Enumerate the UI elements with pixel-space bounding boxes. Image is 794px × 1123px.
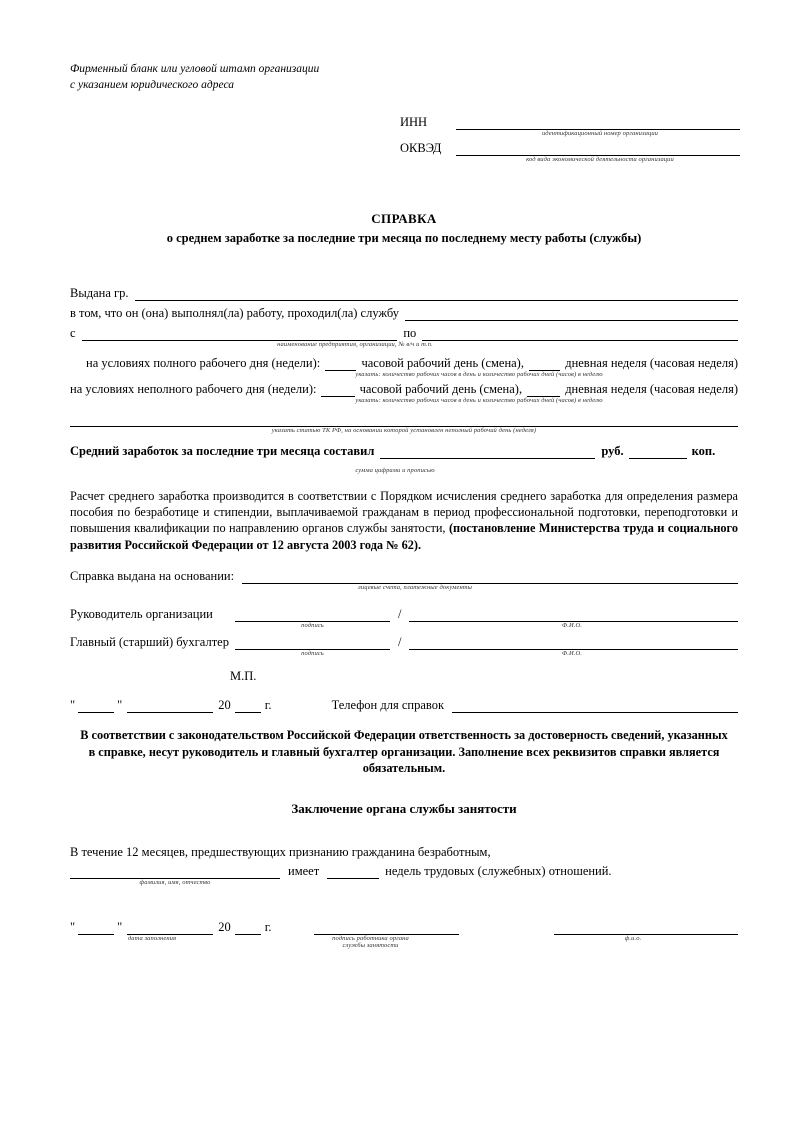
part-day-label: на условиях неполного рабочего дня (недели): — [70, 382, 317, 397]
inn-label: ИНН — [400, 115, 428, 130]
accountant-label: Главный (старший) бухгалтер — [70, 634, 229, 649]
head-label: Руководитель организации — [70, 606, 213, 621]
conclusion-worker-signature-input[interactable] — [314, 922, 459, 935]
basis-caption: лицевые счета, платежные документы — [357, 583, 473, 591]
okved-label: ОКВЭД — [400, 141, 442, 156]
head-signature-input[interactable] — [235, 609, 390, 622]
to-label: по — [403, 326, 417, 341]
okved-caption: код вида экономической деятельности организации — [526, 156, 674, 164]
phone-label: Телефон для справок — [331, 697, 445, 712]
accountant-signature-caption: подпись — [301, 649, 324, 657]
conclusion-g-label: г. — [264, 919, 272, 934]
amount-caption: сумма цифрами и прописью — [355, 467, 435, 475]
from-label: с — [70, 326, 76, 341]
article-input[interactable] — [70, 414, 738, 427]
head-row — [70, 607, 738, 622]
conclusion-weeks-label: недель трудовых (служебных) отношений. — [385, 863, 612, 878]
full-day-end-label: дневная неделя (часовая неделя) — [565, 356, 738, 371]
accountant-signature-input[interactable] — [235, 637, 390, 650]
title-block — [70, 211, 738, 246]
conclusion-worker-caption-2: службы занятости — [342, 941, 399, 949]
full-day-mid-label: часовой рабочий день (смена), — [361, 356, 524, 371]
basis-label: Справка выдана на основании: — [70, 568, 235, 583]
conclusion-month-input[interactable] — [127, 923, 213, 935]
calculation-text-bold: (постановление Министерства труда и социального развития Российской Федерации от 12 августа 2003 года № 62). — [70, 521, 738, 552]
okved-row — [400, 141, 740, 156]
part-day-row — [70, 382, 738, 397]
date-phone-row — [70, 698, 738, 713]
basis-input[interactable] — [242, 571, 738, 584]
date-year-prefix: 20 — [218, 697, 231, 712]
from-input[interactable] — [82, 328, 398, 341]
accountant-captions — [70, 650, 738, 657]
part-day-hours-input[interactable] — [321, 384, 354, 397]
conclusion-body — [70, 845, 738, 949]
conclusion-captions — [70, 935, 738, 949]
part-day-end-label: дневная неделя (часовая неделя) — [565, 382, 738, 397]
conclusion-year-prefix: 20 — [218, 919, 231, 934]
issued-to-input[interactable] — [135, 288, 738, 301]
conclusion-has-label: имеет — [288, 863, 320, 878]
part-day-week-input[interactable] — [527, 384, 560, 397]
document-title: СПРАВКА — [371, 211, 437, 227]
issued-to-label: Выдана гр. — [70, 286, 129, 301]
average-salary-input[interactable] — [380, 446, 595, 459]
conclusion-date-row — [70, 920, 738, 935]
inn-row — [400, 115, 740, 130]
date-quote-close: " — [117, 697, 123, 712]
phone-input[interactable] — [452, 700, 738, 713]
conclusion-date-caption: дата заполнения — [127, 934, 177, 942]
conclusion-worker-caption-1: подпись работника органа — [332, 934, 409, 942]
work-input[interactable] — [405, 308, 738, 321]
full-day-week-input[interactable] — [529, 358, 560, 371]
part-day-caption: указать: количество рабочих часов в день и количество рабочих дней (часов) в неделю — [355, 397, 603, 405]
conclusion-weeks-input[interactable] — [327, 867, 379, 879]
full-day-caption: указать: количество рабочих часов в день и количество рабочих дней (часов) в неделю — [355, 371, 603, 379]
head-slash: / — [398, 606, 402, 621]
conclusion-day-input[interactable] — [78, 923, 114, 935]
inn-caption: идентификационный номер организации — [541, 130, 659, 138]
rub-label: руб. — [601, 444, 624, 459]
average-salary-label: Средний заработок за последние три месяца составил — [70, 444, 375, 459]
accountant-fio-caption: Ф.И.О. — [561, 649, 583, 657]
conclusion-weeks-row — [70, 864, 738, 879]
conclusion-quote-close: " — [117, 919, 123, 934]
calculation-paragraph — [70, 488, 738, 553]
basis-row — [70, 569, 738, 584]
full-day-row — [70, 356, 738, 371]
head-fio-input[interactable] — [409, 609, 738, 622]
letterhead-note — [70, 62, 738, 93]
issued-to-row — [70, 286, 738, 301]
conclusion-worker-fio-input[interactable] — [554, 922, 738, 935]
main-fields — [70, 286, 738, 949]
date-year-input[interactable] — [235, 701, 261, 713]
document-subtitle: о среднем заработке за последние три месяца по последнему месту работы (службы) — [166, 231, 642, 246]
okved-input[interactable] — [456, 143, 740, 156]
to-input[interactable] — [422, 328, 738, 341]
stamp-label: М.П. — [230, 668, 257, 683]
part-day-mid-label: часовой рабочий день (смена), — [359, 382, 523, 397]
head-signature-caption: подпись — [301, 621, 324, 629]
article-caption: указать статью ТК РФ, на основании которой установлен неполный рабочий день (неделя) — [271, 427, 537, 435]
average-salary-row — [70, 444, 738, 459]
conclusion-fio-caption: фамилия, имя, отчество — [139, 878, 211, 886]
document-content — [70, 62, 738, 949]
inn-input[interactable] — [456, 117, 740, 130]
accountant-row — [70, 635, 738, 650]
full-day-hours-input[interactable] — [325, 358, 356, 371]
date-quote-open: " — [70, 697, 76, 712]
date-g-label: г. — [264, 697, 272, 712]
article-row — [70, 414, 738, 427]
conclusion-title: Заключение органа службы занятости — [291, 800, 517, 816]
head-captions — [70, 622, 738, 629]
conclusion-fio-input[interactable] — [70, 866, 280, 879]
head-fio-caption: Ф.И.О. — [561, 621, 583, 629]
responsibility-notice: В соответствии с законодательством Российской Федерации ответственность за достоверность сведений, указанных в справке, несут руководитель и главный бухгалтер организации. Заполнение всех реквизитов справки является обязательным. — [80, 727, 728, 776]
period-row — [70, 326, 738, 341]
conclusion-year-input[interactable] — [235, 923, 261, 935]
letterhead-line-2: с указанием юридического адреса — [70, 78, 234, 91]
work-label: в том, что он (она) выполнял(ла) работу, проходил(ла) службу — [70, 306, 400, 321]
kop-input[interactable] — [629, 446, 687, 459]
work-row — [70, 306, 738, 321]
conclusion-fio-short-caption: ф.и.о. — [624, 934, 642, 942]
identifiers-block — [400, 115, 740, 163]
calculation-text: Расчет среднего заработка производится в соответствии с Порядком исчисления среднего заработка для определения размера пособия по безработице и стипендии, выплачиваемой гражданам в период профессиональной подготовки, переподготовки и повышения квалификации по направлению органов службы занятости, — [70, 489, 738, 536]
date-day-input[interactable] — [78, 701, 114, 713]
org-caption: наименование предприятия, организации, № в/ч и т.п. — [277, 341, 433, 349]
conclusion-quote-open: " — [70, 919, 76, 934]
date-month-input[interactable] — [127, 701, 213, 713]
conclusion-worker-caption — [298, 935, 443, 949]
letterhead-line-1: Фирменный бланк или угловой штамп организации — [70, 63, 320, 75]
full-day-label: на условиях полного рабочего дня (недели): — [86, 356, 321, 371]
accountant-slash: / — [398, 634, 402, 649]
kop-label: коп. — [691, 444, 716, 459]
conclusion-line-1: В течение 12 месяцев, предшествующих признанию гражданина безработным, — [70, 844, 491, 859]
accountant-fio-input[interactable] — [409, 637, 738, 650]
